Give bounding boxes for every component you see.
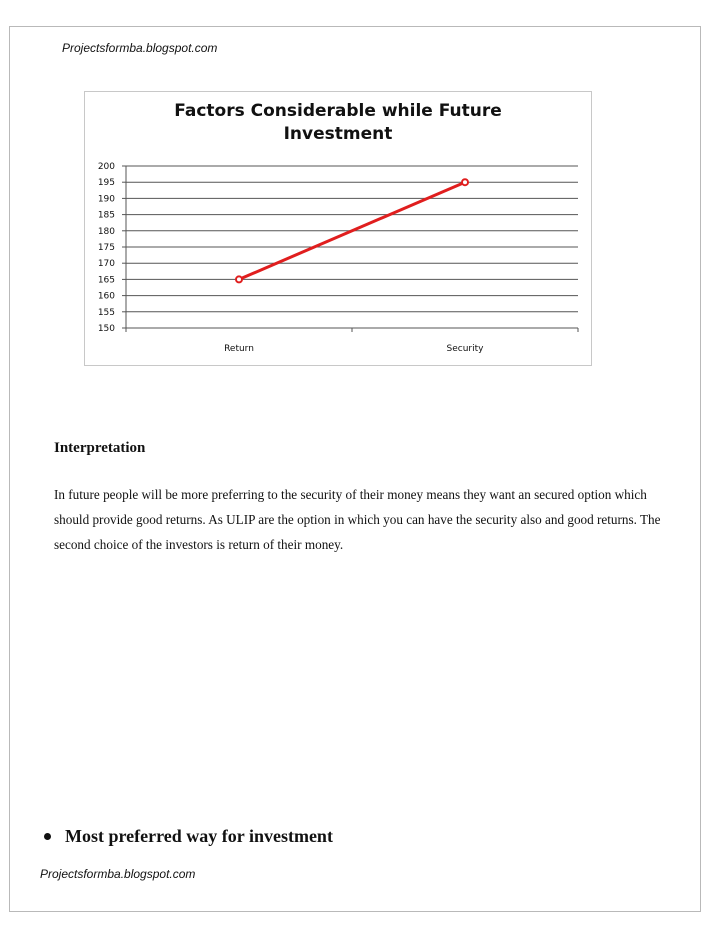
bullet-dot-icon bbox=[44, 833, 51, 840]
y-tick-label: 190 bbox=[97, 194, 115, 205]
interpretation-heading: Interpretation bbox=[54, 440, 146, 456]
interpretation-paragraph: In future people will be more preferring to the security of their money means they want an secured option which should provide good returns. As ULIP are the option in which you can have the security also and good returns. The second choice of the investors is return of their money. bbox=[54, 487, 661, 552]
chart-grid bbox=[126, 166, 578, 312]
x-tick-label: Security bbox=[446, 344, 484, 354]
y-tick-label: 150 bbox=[97, 324, 115, 334]
chart-title-line1: Factors Considerable while Future bbox=[174, 101, 502, 121]
data-point bbox=[236, 276, 242, 282]
y-tick-label: 185 bbox=[97, 210, 115, 221]
y-tick-label: 170 bbox=[97, 259, 115, 270]
section-bullet bbox=[44, 826, 333, 847]
footer-site-text: Projectsformba.blogspot.com bbox=[40, 867, 196, 881]
y-tick-label: 165 bbox=[97, 275, 115, 286]
x-tick-label: Return bbox=[224, 344, 254, 354]
header-site-text: Projectsformba.blogspot.com bbox=[62, 41, 218, 55]
y-tick-label: 155 bbox=[97, 307, 115, 318]
y-tick-label: 180 bbox=[97, 226, 115, 237]
chart-axes bbox=[122, 166, 578, 332]
y-tick-label: 200 bbox=[97, 162, 115, 172]
data-point bbox=[462, 179, 468, 185]
section-bullet-text: Most preferred way for investment bbox=[65, 826, 333, 846]
y-tick-label: 175 bbox=[97, 243, 115, 253]
y-tick-label: 195 bbox=[97, 178, 115, 189]
chart-title-line2: Investment bbox=[283, 124, 393, 144]
y-tick-label: 160 bbox=[97, 291, 115, 302]
